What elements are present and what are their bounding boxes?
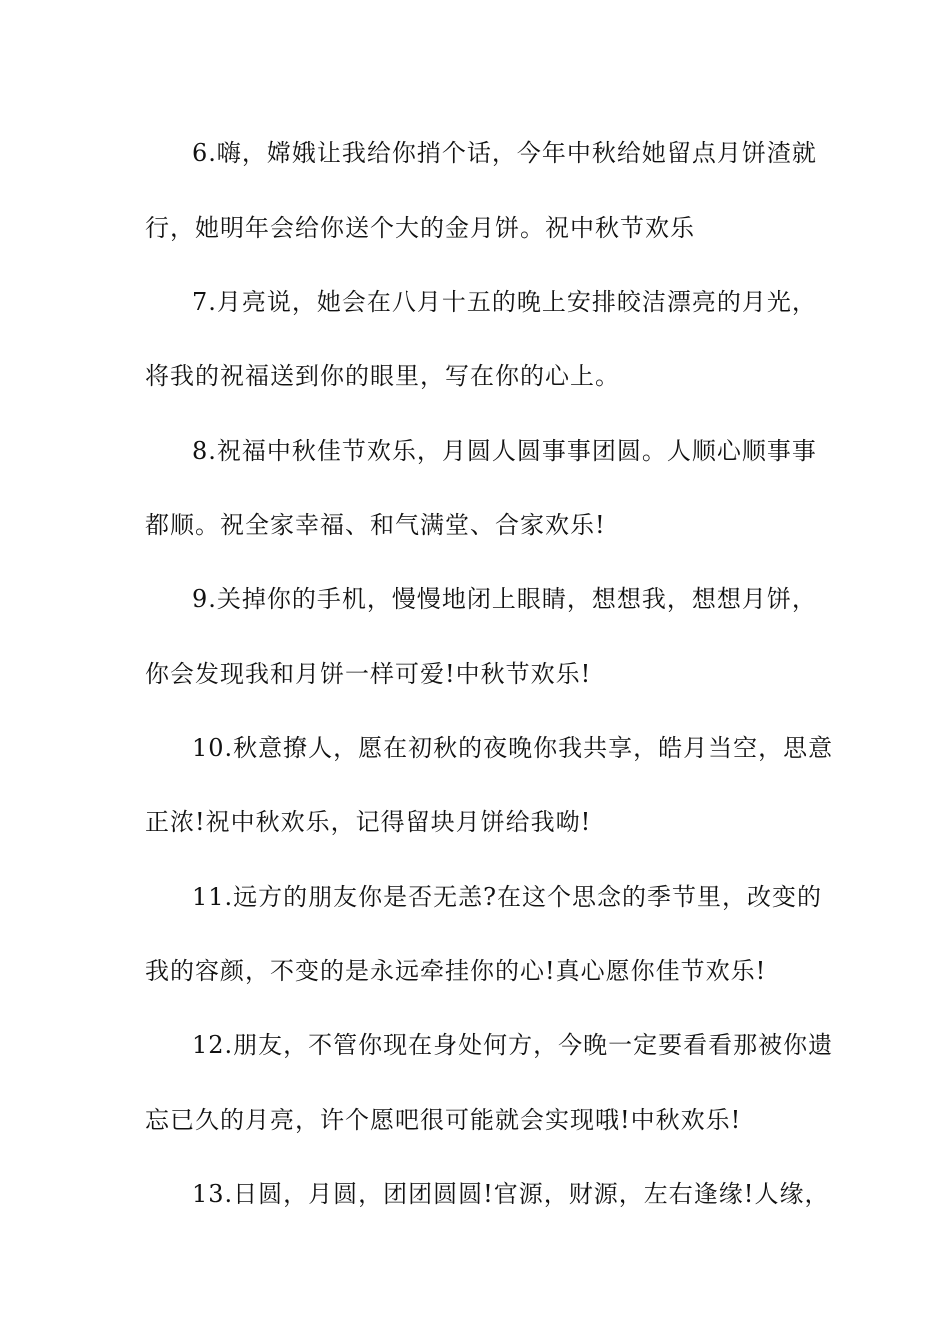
paragraph-12-line-2: 忘已久的月亮，许个愿吧很可能就会实现哦!中秋欢乐! xyxy=(145,1106,742,1134)
paragraph-10-line-2: 正浓!祝中秋欢乐，记得留块月饼给我呦! xyxy=(145,808,592,836)
paragraph-12-line-1: 12.朋友，不管你现在身处何方，今晚一定要看看那被你遗 xyxy=(192,1031,834,1059)
paragraph-9-line-2: 你会发现我和月饼一样可爱!中秋节欢乐! xyxy=(145,660,592,688)
paragraph-7-line-2: 将我的祝福送到你的眼里，写在你的心上。 xyxy=(145,362,620,390)
paragraph-9-line-1: 9.关掉你的手机，慢慢地闭上眼睛，想想我，想想月饼， xyxy=(192,585,817,613)
paragraph-6-line-2: 行，她明年会给你送个大的金月饼。祝中秋节欢乐 xyxy=(145,214,695,242)
paragraph-8-line-2: 都顺。祝全家幸福、和气满堂、合家欢乐! xyxy=(145,511,606,539)
paragraph-11-line-2: 我的容颜，不变的是永远牵挂你的心!真心愿你佳节欢乐! xyxy=(145,957,767,985)
paragraph-6-line-1: 6.嗨，嫦娥让我给你捎个话，今年中秋给她留点月饼渣就 xyxy=(192,139,817,167)
paragraph-7-line-1: 7.月亮说，她会在八月十五的晚上安排皎洁漂亮的月光， xyxy=(192,288,817,316)
paragraph-13-line-1: 13.日圆，月圆，团团圆圆!官源，财源，左右逢缘!人缘， xyxy=(192,1180,830,1208)
paragraph-10-line-1: 10.秋意撩人，愿在初秋的夜晚你我共享，皓月当空，思意 xyxy=(192,734,834,762)
paragraph-8-line-1: 8.祝福中秋佳节欢乐，月圆人圆事事团圆。人顺心顺事事 xyxy=(192,437,817,465)
paragraph-11-line-1: 11.远方的朋友你是否无恙?在这个思念的季节里，改变的 xyxy=(192,883,823,911)
